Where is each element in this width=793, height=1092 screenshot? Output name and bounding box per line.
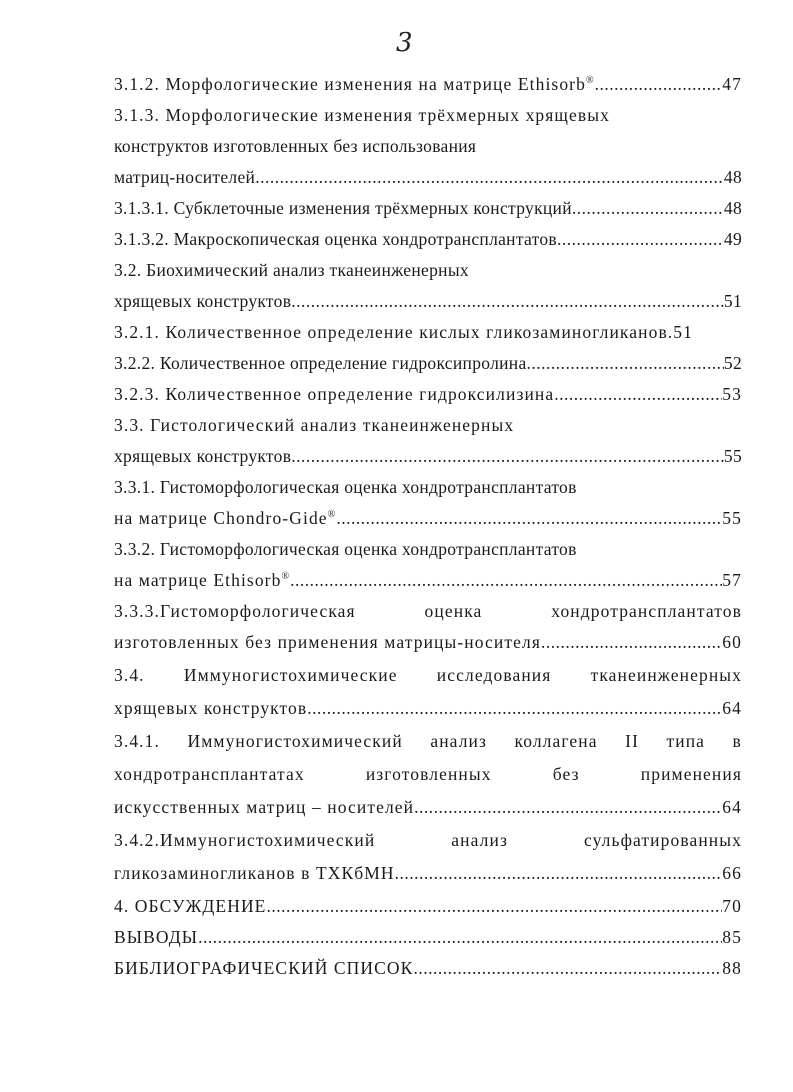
leader-dots (595, 73, 723, 95)
leader-dots (266, 895, 722, 917)
toc-entry-title: ВЫВОДЫ (114, 927, 199, 947)
toc-page-number: 49 (723, 229, 742, 249)
leader-dots (527, 352, 724, 374)
leader-dots (541, 631, 722, 653)
toc-entry-3-3-2-line2 (114, 569, 742, 591)
leader-dots (291, 445, 724, 467)
toc-entry-title: на матрице Ethisorb® (114, 570, 291, 590)
toc-entry-3-3-line1: 3.3. Гистологический анализ тканеинженерных (114, 415, 515, 435)
toc-entry-3-2-line2 (114, 290, 742, 312)
leader-dots (290, 569, 722, 591)
toc-entry-3-4-line2 (114, 697, 742, 719)
toc-page-number: 88 (722, 958, 742, 978)
toc-entry-3-3-3-line2 (114, 631, 742, 653)
toc-entry-3-1-3-line2: конструктов изготовленных без использования (114, 136, 477, 156)
toc-page-number: 70 (722, 896, 742, 916)
toc-entry-title: искусственных матриц – носителей (114, 797, 415, 817)
toc-page-number: 64 (722, 797, 742, 817)
toc-entry-title: 4. ОБСУЖДЕНИЕ (114, 896, 267, 916)
toc-page-number: .51 (667, 322, 693, 342)
toc-entry-3-2-1 (114, 321, 742, 343)
leader-dots (291, 290, 724, 312)
toc-entry-3-4-line1: 3.4. Иммуногистохимические исследования тканеинженерных (114, 665, 742, 685)
toc-page-number: 48 (723, 198, 742, 218)
page-number: 3 (396, 28, 413, 58)
toc-page-number: 55 (722, 508, 742, 528)
leader-dots (413, 957, 722, 979)
toc-entry-3-1-2 (114, 73, 742, 95)
toc-entry-title: 3.1.2. Морфологические изменения на матрице Ethisorb® (114, 74, 595, 94)
toc-entry-3-4-2-line1: 3.4.2.Иммуногистохимический анализ сульфатированных (114, 830, 742, 850)
toc-entry-title: хрящевых конструктов (114, 698, 308, 718)
toc-page-number: 64 (722, 698, 742, 718)
leader-dots (307, 697, 722, 719)
toc-entry-conclusions (114, 926, 742, 948)
leader-dots (336, 507, 722, 529)
toc-entry-3-4-1-line3 (114, 796, 742, 818)
toc-entry-title: гликозаминогликанов в ТХКбМН (114, 863, 395, 883)
toc-entry-3-3-2-line1: 3.3.2. Гистоморфологическая оценка хондротрансплантатов (114, 539, 577, 559)
toc-page-number: 53 (722, 384, 742, 404)
toc-entry-3-1-3-2 (114, 228, 742, 250)
toc-page-number: 85 (722, 927, 742, 947)
toc-entry-bibliography (114, 957, 742, 979)
toc-page-number: 57 (722, 570, 742, 590)
toc-page-number: 55 (723, 446, 742, 466)
toc-entry-title: 3.2.2. Количественное определение гидроксипролина (114, 353, 527, 373)
toc-page-number: 48 (723, 167, 742, 187)
leader-dots (554, 383, 722, 405)
leader-dots (395, 862, 723, 884)
toc-entry-title: хрящевых конструктов (114, 446, 292, 466)
toc-entry-3-1-3-line1: 3.1.3. Морфологические изменения трёхмерных хрящевых (114, 105, 610, 125)
toc-page-number: 66 (722, 863, 742, 883)
toc-entry-title: 3.2.3. Количественное определение гидроксилизина (114, 384, 555, 404)
toc-entry-3-1-3-1 (114, 197, 742, 219)
toc-page-number: 51 (723, 291, 742, 311)
toc-entry-title: 3.1.3.1. Субклеточные изменения трёхмерных конструкций (114, 198, 572, 218)
leader-dots (572, 197, 724, 219)
toc-entry-title: на матрице Chondro-Gide® (114, 508, 337, 528)
toc-entry-title: БИБЛИОГРАФИЧЕСКИЙ СПИСОК (114, 958, 414, 978)
toc-entry-3-4-2-line2 (114, 862, 742, 884)
toc-page-number: 52 (723, 353, 742, 373)
toc-entry-title: 3.1.3.2. Макроскопическая оценка хондротрансплантатов (114, 229, 557, 249)
toc-entry-title: 3.2.1. Количественное определение кислых гликозаминогликанов (114, 322, 668, 342)
toc-entry-3-2-2 (114, 352, 742, 374)
toc-entry-3-3-line2 (114, 445, 742, 467)
toc-entry-3-3-1-line1: 3.3.1. Гистоморфологическая оценка хондротрансплантатов (114, 477, 577, 497)
toc-entry-3-3-3-line1: 3.3.3.Гистоморфологическая оценка хондротрансплантатов (114, 601, 742, 621)
leader-dots (557, 228, 724, 250)
leader-dots (198, 926, 722, 948)
toc-entry-title: матриц-носителей (114, 167, 256, 187)
leader-dots (255, 166, 724, 188)
toc-entry-3-4-1-line1: 3.4.1. Иммуногистохимический анализ коллагена II типа в (114, 731, 742, 751)
toc-page-number: 47 (722, 74, 742, 94)
toc-entry-3-4-1-line2: хондротрансплантатах изготовленных без применения (114, 764, 742, 784)
toc-entry-3-1-3-line3 (114, 166, 742, 188)
toc-entry-3-2-line1: 3.2. Биохимический анализ тканеинженерных (114, 260, 469, 280)
toc-entry-3-2-3 (114, 383, 742, 405)
toc-page-number: 60 (722, 632, 742, 652)
toc-entry-discussion (114, 895, 742, 917)
leader-dots (414, 796, 722, 818)
toc-entry-title: хрящевых конструктов (114, 291, 292, 311)
toc-entry-3-3-1-line2 (114, 507, 742, 529)
toc-entry-title: изготовленных без применения матрицы-носителя (114, 632, 541, 652)
